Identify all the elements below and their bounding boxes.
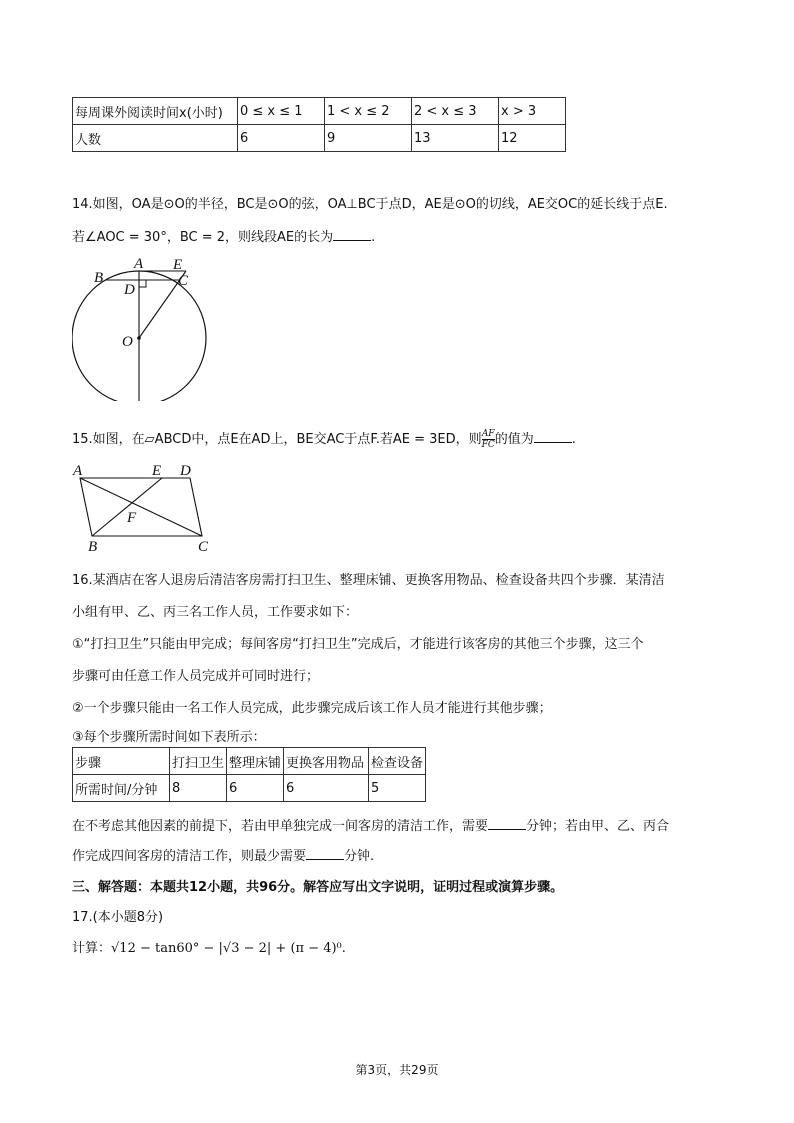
section-heading: 三、解答题：本题共12小题，共96分。解答应写出文字说明，证明过程或演算步骤。 <box>72 880 564 895</box>
page-footer: 第3页，共29页 <box>355 1063 439 1077</box>
q15-text: 15.如图，在▱ABCD中，点E在AD上，BE交AC于点F.若AE = 3ED，则 <box>72 432 482 447</box>
fraction <box>482 429 495 450</box>
q16-text: 在不考虑其他因素的前提下，若由甲单独完成一间客房的清洁工作，需要 <box>72 819 489 834</box>
q16-text: 分钟. <box>344 849 375 864</box>
q16-line: 步骤可由任意工作人员完成并可同时进行； <box>72 669 320 684</box>
table-cell: 1 < x ≤ 2 <box>325 98 412 125</box>
label-c: C <box>178 273 189 289</box>
table-cell: 所需时间/分钟 <box>73 775 170 802</box>
q15-parallelogram-diagram <box>72 461 222 556</box>
table-cell: 人数 <box>73 125 238 152</box>
q16-line: ③每个步骤所需时间如下表所示： <box>72 730 266 745</box>
label-f: F <box>127 510 137 526</box>
answer-blank <box>333 228 371 241</box>
label-b: B <box>88 539 98 555</box>
table-cell: 13 <box>412 125 499 152</box>
table-cell: 0 ≤ x ≤ 1 <box>238 98 325 125</box>
table-cell: 12 <box>499 125 566 152</box>
q15-line <box>72 428 576 450</box>
q16-after-1 <box>72 815 669 834</box>
label-a: A <box>134 256 144 272</box>
q16-after-2 <box>72 845 374 864</box>
table-cell: 9 <box>325 125 412 152</box>
label-c: C <box>198 539 209 555</box>
step-time-table <box>72 747 426 802</box>
q16-line: 16.某酒店在客人退房后清洁客房需打扫卫生、整理床铺、更换客用物品、检查设备共四个步骤．某清洁 <box>72 573 665 588</box>
q14-text: 若∠AOC = 30°，BC = 2，则线段AE的长为 <box>72 230 334 245</box>
q15-text-2: 的值为 <box>494 432 534 447</box>
reading-time-table <box>72 97 566 152</box>
table-cell: 打扫卫生 <box>170 748 227 775</box>
q17-prefix: 计算： <box>72 941 112 956</box>
table-cell: 步骤 <box>73 748 170 775</box>
table-cell: 6 <box>238 125 325 152</box>
table-cell: 6 <box>227 775 284 802</box>
table-cell: 检查设备 <box>369 748 426 775</box>
answer-blank <box>534 430 572 443</box>
q14-line2 <box>72 226 375 245</box>
table-cell: 每周课外阅读时间x(小时) <box>73 98 238 125</box>
q16-text: 作完成四间客房的清洁工作，则最少需要 <box>72 849 307 864</box>
q17-expression <box>72 937 346 956</box>
diagonal-ac <box>80 478 202 536</box>
answer-blank <box>306 847 344 860</box>
table-row <box>73 125 566 152</box>
q16-line: ①“打扫卫生”只能由甲完成；每间客房“打扫卫生”完成后，才能进行该客房的其他三个步骤，这三个 <box>72 637 644 652</box>
label-d: D <box>124 282 135 298</box>
table-cell: 8 <box>170 775 227 802</box>
q14-line1: 14.如图，OA是⊙O的半径，BC是⊙O的弦，OA⊥BC于点D，AE是⊙O的切线，AE交OC的延长线于点E. <box>72 197 668 212</box>
table-cell: 2 < x ≤ 3 <box>412 98 499 125</box>
label-a: A <box>73 463 83 479</box>
q16-text: 分钟；若由甲、乙、丙合 <box>526 819 670 834</box>
table-cell: 更换客用物品 <box>284 748 369 775</box>
table-cell: x > 3 <box>499 98 566 125</box>
label-d: D <box>180 463 191 479</box>
table-cell: 整理床铺 <box>227 748 284 775</box>
fraction-denominator: FC <box>481 440 495 450</box>
q15-period: . <box>571 432 576 447</box>
center-point <box>137 336 141 340</box>
math-expression: √12 − tan60° − |√3 − 2| + (π − 4)⁰. <box>111 941 346 956</box>
q16-line: ②一个步骤只能由一名工作人员完成，此步骤完成后该工作人员才能进行其他步骤； <box>72 701 552 716</box>
table-row <box>73 748 426 775</box>
label-e: E <box>173 257 183 273</box>
q14-period: . <box>371 230 376 245</box>
table-row <box>73 775 426 802</box>
right-angle-mark <box>139 280 146 287</box>
q17-title: 17.(本小题8分) <box>72 910 164 925</box>
table-row <box>73 98 566 125</box>
segment-be <box>92 478 162 536</box>
answer-blank <box>488 817 526 830</box>
table-cell: 5 <box>369 775 426 802</box>
label-o: O <box>122 334 133 350</box>
fraction-numerator: AF <box>481 429 495 439</box>
label-b: B <box>94 270 104 286</box>
label-e: E <box>152 463 162 479</box>
q16-line: 小组有甲、乙、丙三名工作人员，工作要求如下： <box>72 605 359 620</box>
q14-circle-diagram <box>72 256 222 401</box>
table-cell: 6 <box>284 775 369 802</box>
